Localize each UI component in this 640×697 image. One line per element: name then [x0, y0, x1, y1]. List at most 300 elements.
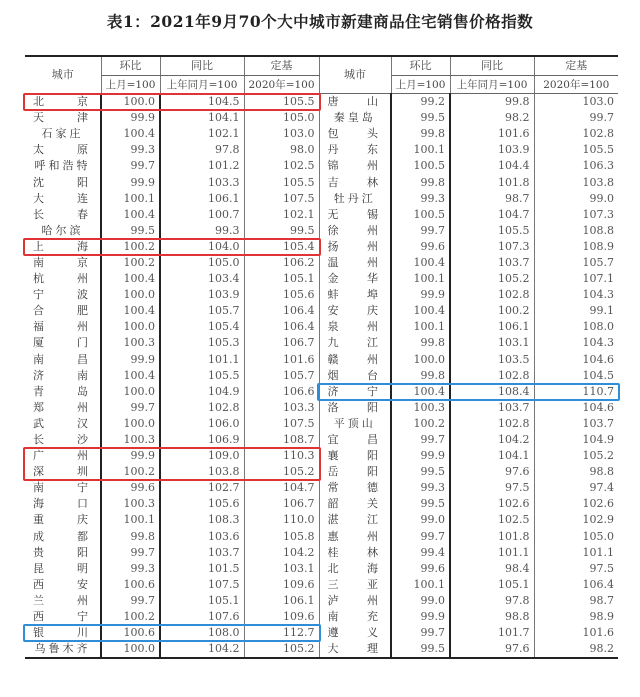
- mom-value: 99.5: [391, 641, 450, 658]
- city-cell: [319, 239, 391, 255]
- yoy-value: 103.8: [160, 464, 244, 480]
- fixed-value: 104.7: [244, 480, 319, 496]
- city-name: 宁 波: [33, 288, 88, 302]
- city-name: 广 州: [33, 449, 88, 463]
- fixed-value: 102.6: [534, 496, 618, 512]
- mom-value: 100.1: [391, 577, 450, 593]
- city-cell: [319, 287, 391, 303]
- mom-value: 99.7: [101, 545, 160, 561]
- city-name: 哈尔滨: [41, 223, 84, 237]
- fixed-value: 102.5: [244, 158, 319, 174]
- yoy-value: 102.8: [450, 416, 534, 432]
- yoy-value: 105.7: [160, 303, 244, 319]
- table-row: [25, 142, 618, 158]
- yoy-value: 104.5: [160, 94, 244, 111]
- city-name: 青 岛: [33, 384, 88, 398]
- city-cell: [319, 545, 391, 561]
- city-cell: [319, 625, 391, 641]
- yoy-value: 102.8: [450, 287, 534, 303]
- city-name: 天 津: [33, 111, 88, 125]
- yoy-value: 98.8: [450, 609, 534, 625]
- city-name: 无 锡: [327, 207, 378, 221]
- mom-value: 100.0: [391, 352, 450, 368]
- city-name: 宜 昌: [327, 433, 378, 447]
- fixed-value: 106.7: [244, 496, 319, 512]
- yoy-value: 102.5: [450, 512, 534, 528]
- mom-value: 99.7: [391, 432, 450, 448]
- yoy-value: 106.1: [450, 319, 534, 335]
- city-cell: [319, 496, 391, 512]
- city-name: 韶 关: [327, 497, 378, 511]
- fixed-value: 104.6: [534, 400, 618, 416]
- table-row: [25, 512, 618, 528]
- city-cell: [25, 529, 101, 545]
- yoy-value: 103.9: [160, 287, 244, 303]
- fixed-value: 110.7: [534, 384, 618, 400]
- yoy-value: 104.4: [450, 158, 534, 174]
- fixed-value: 101.6: [534, 625, 618, 641]
- header-city-left: 城市: [25, 56, 101, 94]
- mom-value: 99.3: [101, 142, 160, 158]
- mom-value: 99.0: [391, 593, 450, 609]
- yoy-value: 105.6: [160, 496, 244, 512]
- mom-value: 100.4: [391, 384, 450, 400]
- city-cell: [319, 271, 391, 287]
- mom-value: 99.9: [391, 287, 450, 303]
- city-name: 西 宁: [33, 610, 88, 624]
- mom-value: 100.0: [101, 319, 160, 335]
- fixed-value: 108.0: [534, 319, 618, 335]
- fixed-value: 98.2: [534, 641, 618, 658]
- fixed-value: 103.0: [244, 126, 319, 142]
- yoy-value: 97.6: [450, 641, 534, 658]
- table-row: [25, 191, 618, 207]
- header-fixed-base-left: 2020年=100: [244, 76, 319, 94]
- fixed-value: 98.8: [534, 464, 618, 480]
- yoy-value: 106.1: [160, 191, 244, 207]
- table-row: [25, 94, 618, 111]
- table-row: [25, 319, 618, 335]
- table-row: [25, 529, 618, 545]
- fixed-value: 105.1: [244, 271, 319, 287]
- yoy-value: 103.9: [450, 142, 534, 158]
- city-cell: [25, 142, 101, 158]
- fixed-value: 98.0: [244, 142, 319, 158]
- city-name: 九 江: [327, 336, 378, 350]
- fixed-value: 104.6: [534, 352, 618, 368]
- city-name: 包 头: [327, 127, 378, 141]
- city-name: 牡丹江: [333, 191, 376, 205]
- mom-value: 99.0: [391, 512, 450, 528]
- mom-value: 99.7: [391, 625, 450, 641]
- mom-value: 100.1: [101, 512, 160, 528]
- fixed-value: 109.6: [244, 609, 319, 625]
- city-cell: [25, 625, 101, 641]
- yoy-value: 102.1: [160, 126, 244, 142]
- city-name: 成 都: [33, 529, 88, 543]
- yoy-value: 105.5: [450, 223, 534, 239]
- mom-value: 100.4: [101, 207, 160, 223]
- city-cell: [319, 110, 391, 126]
- mom-value: 99.3: [391, 480, 450, 496]
- yoy-value: 106.0: [160, 416, 244, 432]
- city-cell: [25, 207, 101, 223]
- yoy-value: 97.6: [450, 464, 534, 480]
- city-name: 襄 阳: [327, 449, 378, 463]
- city-cell: [319, 352, 391, 368]
- city-cell: [25, 545, 101, 561]
- mom-value: 99.6: [101, 480, 160, 496]
- city-name: 福 州: [33, 320, 88, 334]
- mom-value: 100.4: [101, 368, 160, 384]
- city-name: 厦 门: [33, 336, 88, 350]
- city-name: 重 庆: [33, 513, 88, 527]
- mom-value: 100.4: [391, 303, 450, 319]
- mom-value: 100.1: [391, 319, 450, 335]
- mom-value: 100.4: [101, 126, 160, 142]
- yoy-value: 107.3: [450, 239, 534, 255]
- mom-value: 99.3: [101, 561, 160, 577]
- city-cell: [25, 400, 101, 416]
- table-row: [25, 625, 618, 641]
- fixed-value: 103.0: [534, 94, 618, 111]
- table-row: [25, 239, 618, 255]
- city-name: 大 理: [327, 642, 378, 656]
- yoy-value: 103.3: [160, 174, 244, 190]
- city-cell: [25, 480, 101, 496]
- city-name: 徐 州: [327, 223, 378, 237]
- header-yoy-right: 同比: [450, 56, 534, 76]
- mom-value: 99.9: [101, 448, 160, 464]
- city-cell: [25, 609, 101, 625]
- fixed-value: 110.0: [244, 512, 319, 528]
- mom-value: 99.8: [391, 126, 450, 142]
- header-city-right: 城市: [319, 56, 391, 94]
- yoy-value: 102.6: [450, 496, 534, 512]
- city-cell: [319, 384, 391, 400]
- yoy-value: 108.0: [160, 625, 244, 641]
- city-cell: [25, 496, 101, 512]
- mom-value: 99.4: [391, 545, 450, 561]
- table-row: [25, 432, 618, 448]
- city-cell: [319, 191, 391, 207]
- mom-value: 99.8: [101, 529, 160, 545]
- header-fixed-left: 定基: [244, 56, 319, 76]
- header-fixed-base-right: 2020年=100: [534, 76, 618, 94]
- yoy-value: 104.2: [160, 641, 244, 658]
- city-cell: [25, 593, 101, 609]
- city-name: 南 京: [33, 255, 88, 269]
- mom-value: 100.3: [101, 335, 160, 351]
- fixed-value: 98.9: [534, 609, 618, 625]
- table-row: [25, 496, 618, 512]
- city-cell: [25, 191, 101, 207]
- city-cell: [25, 255, 101, 271]
- city-cell: [319, 609, 391, 625]
- mom-value: 100.1: [391, 271, 450, 287]
- fixed-value: 97.4: [534, 480, 618, 496]
- mom-value: 99.7: [101, 400, 160, 416]
- yoy-value: 107.5: [160, 577, 244, 593]
- fixed-value: 107.5: [244, 191, 319, 207]
- mom-value: 100.3: [101, 432, 160, 448]
- yoy-value: 101.1: [160, 352, 244, 368]
- yoy-value: 97.5: [450, 480, 534, 496]
- yoy-value: 105.2: [450, 271, 534, 287]
- yoy-value: 108.3: [160, 512, 244, 528]
- city-cell: [25, 94, 101, 111]
- yoy-value: 102.8: [160, 400, 244, 416]
- yoy-value: 101.2: [160, 158, 244, 174]
- city-name: 泉 州: [327, 320, 378, 334]
- mom-value: 99.7: [101, 593, 160, 609]
- mom-value: 99.8: [391, 335, 450, 351]
- yoy-value: 104.9: [160, 384, 244, 400]
- fixed-value: 103.1: [244, 561, 319, 577]
- city-cell: [25, 319, 101, 335]
- city-cell: [319, 464, 391, 480]
- header-yoy-left: 同比: [160, 56, 244, 76]
- city-cell: [25, 126, 101, 142]
- fixed-value: 105.5: [244, 94, 319, 111]
- header-mom-base-left: 上月=100: [101, 76, 160, 94]
- city-name: 济 南: [33, 368, 88, 382]
- fixed-value: 108.7: [244, 432, 319, 448]
- table-row: [25, 287, 618, 303]
- city-name: 银 川: [33, 626, 88, 640]
- city-name: 扬 州: [327, 239, 378, 253]
- fixed-value: 105.0: [244, 110, 319, 126]
- table-row: [25, 335, 618, 351]
- mom-value: 99.9: [391, 448, 450, 464]
- yoy-value: 102.7: [160, 480, 244, 496]
- city-cell: [25, 641, 101, 658]
- table-row: [25, 352, 618, 368]
- city-name: 呼和浩特: [34, 159, 91, 173]
- city-cell: [25, 464, 101, 480]
- city-cell: [25, 223, 101, 239]
- fixed-value: 104.5: [534, 368, 618, 384]
- header-mom-right: 环比: [391, 56, 450, 76]
- fixed-value: 105.2: [534, 448, 618, 464]
- city-cell: [25, 384, 101, 400]
- mom-value: 99.8: [391, 368, 450, 384]
- fixed-value: 106.2: [244, 255, 319, 271]
- table-row: [25, 303, 618, 319]
- yoy-value: 103.1: [450, 335, 534, 351]
- yoy-value: 105.0: [160, 255, 244, 271]
- table-row: [25, 561, 618, 577]
- city-name: 杭 州: [33, 272, 88, 286]
- city-name: 合 肥: [33, 304, 88, 318]
- city-cell: [25, 303, 101, 319]
- city-cell: [25, 512, 101, 528]
- city-name: 三 亚: [327, 577, 378, 591]
- city-name: 上 海: [33, 239, 88, 253]
- mom-value: 100.6: [101, 625, 160, 641]
- fixed-value: 106.1: [244, 593, 319, 609]
- yoy-value: 104.7: [450, 207, 534, 223]
- mom-value: 99.9: [101, 352, 160, 368]
- city-name: 安 庆: [327, 304, 378, 318]
- city-name: 平顶山: [333, 416, 376, 430]
- city-name: 南 昌: [33, 352, 88, 366]
- yoy-value: 101.6: [450, 126, 534, 142]
- city-cell: [319, 319, 391, 335]
- mom-value: 100.3: [391, 400, 450, 416]
- yoy-value: 103.6: [160, 529, 244, 545]
- city-cell: [319, 368, 391, 384]
- yoy-value: 101.8: [450, 174, 534, 190]
- table-row: [25, 207, 618, 223]
- fixed-value: 105.7: [534, 255, 618, 271]
- table-row: [25, 384, 618, 400]
- header-fixed-right: 定基: [534, 56, 618, 76]
- city-name: 赣 州: [327, 352, 378, 366]
- city-name: 南 充: [327, 610, 378, 624]
- city-name: 桂 林: [327, 545, 378, 559]
- fixed-value: 102.9: [534, 512, 618, 528]
- city-cell: [319, 223, 391, 239]
- fixed-value: 106.7: [244, 335, 319, 351]
- fixed-value: 109.6: [244, 577, 319, 593]
- city-cell: [25, 416, 101, 432]
- mom-value: 100.0: [101, 94, 160, 111]
- city-cell: [25, 577, 101, 593]
- yoy-value: 98.4: [450, 561, 534, 577]
- yoy-value: 105.5: [160, 368, 244, 384]
- city-name: 蚌 埠: [327, 288, 378, 302]
- yoy-value: 107.6: [160, 609, 244, 625]
- mom-value: 100.2: [101, 255, 160, 271]
- city-name: 丹 东: [327, 143, 378, 157]
- header-mom-left: 环比: [101, 56, 160, 76]
- mom-value: 99.5: [391, 464, 450, 480]
- city-name: 西 安: [33, 577, 88, 591]
- mom-value: 100.2: [101, 464, 160, 480]
- yoy-value: 106.9: [160, 432, 244, 448]
- yoy-value: 104.1: [450, 448, 534, 464]
- fixed-value: 107.3: [534, 207, 618, 223]
- city-name: 锦 州: [327, 159, 378, 173]
- city-name: 昆 明: [33, 561, 88, 575]
- city-cell: [25, 448, 101, 464]
- yoy-value: 103.7: [160, 545, 244, 561]
- city-cell: [319, 400, 391, 416]
- fixed-value: 99.1: [534, 303, 618, 319]
- city-name: 武 汉: [33, 416, 88, 430]
- yoy-value: 105.4: [160, 319, 244, 335]
- city-name: 济 宁: [327, 384, 378, 398]
- city-name: 泸 州: [327, 593, 378, 607]
- yoy-value: 100.2: [450, 303, 534, 319]
- city-cell: [319, 303, 391, 319]
- fixed-value: 97.5: [534, 561, 618, 577]
- city-name: 深 圳: [33, 465, 88, 479]
- fixed-value: 104.2: [244, 545, 319, 561]
- header-mom-base-right: 上月=100: [391, 76, 450, 94]
- fixed-value: 108.8: [534, 223, 618, 239]
- city-cell: [25, 432, 101, 448]
- fixed-value: 105.6: [244, 287, 319, 303]
- fixed-value: 104.9: [534, 432, 618, 448]
- yoy-value: 105.1: [160, 593, 244, 609]
- fixed-value: 112.7: [244, 625, 319, 641]
- mom-value: 99.5: [391, 496, 450, 512]
- city-name: 北 海: [327, 561, 378, 575]
- city-name: 长 沙: [33, 433, 88, 447]
- yoy-value: 105.3: [160, 335, 244, 351]
- yoy-value: 108.4: [450, 384, 534, 400]
- yoy-value: 98.2: [450, 110, 534, 126]
- city-cell: [319, 207, 391, 223]
- mom-value: 100.5: [391, 207, 450, 223]
- mom-value: 99.8: [391, 174, 450, 190]
- mom-value: 99.5: [101, 223, 160, 239]
- table-row: [25, 400, 618, 416]
- fixed-value: 107.5: [244, 416, 319, 432]
- fixed-value: 103.8: [534, 174, 618, 190]
- mom-value: 100.0: [101, 287, 160, 303]
- table-row: [25, 158, 618, 174]
- fixed-value: 105.7: [244, 368, 319, 384]
- mom-value: 99.9: [101, 110, 160, 126]
- yoy-value: 97.8: [450, 593, 534, 609]
- mom-value: 100.3: [101, 496, 160, 512]
- city-cell: [319, 158, 391, 174]
- city-name: 吉 林: [327, 175, 378, 189]
- table-row: [25, 641, 618, 658]
- mom-value: 100.4: [391, 255, 450, 271]
- city-cell: [319, 529, 391, 545]
- fixed-value: 106.4: [244, 303, 319, 319]
- city-cell: [25, 158, 101, 174]
- mom-value: 99.6: [391, 239, 450, 255]
- yoy-value: 101.5: [160, 561, 244, 577]
- yoy-value: 103.5: [450, 352, 534, 368]
- yoy-value: 97.8: [160, 142, 244, 158]
- city-cell: [25, 239, 101, 255]
- yoy-value: 104.1: [160, 110, 244, 126]
- yoy-value: 103.7: [450, 255, 534, 271]
- table-row: [25, 577, 618, 593]
- fixed-value: 108.9: [534, 239, 618, 255]
- yoy-value: 103.7: [450, 400, 534, 416]
- fixed-value: 99.0: [534, 191, 618, 207]
- fixed-value: 107.1: [534, 271, 618, 287]
- yoy-value: 104.2: [450, 432, 534, 448]
- mom-value: 100.0: [101, 641, 160, 658]
- city-cell: [319, 480, 391, 496]
- city-name: 温 州: [327, 255, 378, 269]
- city-cell: [25, 335, 101, 351]
- table-title: 表1：2021年9月70个大中城市新建商品住宅销售价格指数: [106, 12, 534, 31]
- mom-value: 99.6: [391, 561, 450, 577]
- mom-value: 100.0: [101, 384, 160, 400]
- city-cell: [319, 512, 391, 528]
- city-cell: [319, 577, 391, 593]
- mom-value: 99.7: [101, 158, 160, 174]
- mom-value: 100.1: [101, 191, 160, 207]
- table-row: [25, 223, 618, 239]
- city-name: 遵 义: [327, 626, 378, 640]
- mom-value: 99.9: [391, 609, 450, 625]
- city-cell: [25, 287, 101, 303]
- yoy-value: 104.0: [160, 239, 244, 255]
- table-row: [25, 174, 618, 190]
- city-cell: [319, 255, 391, 271]
- fixed-value: 103.7: [534, 416, 618, 432]
